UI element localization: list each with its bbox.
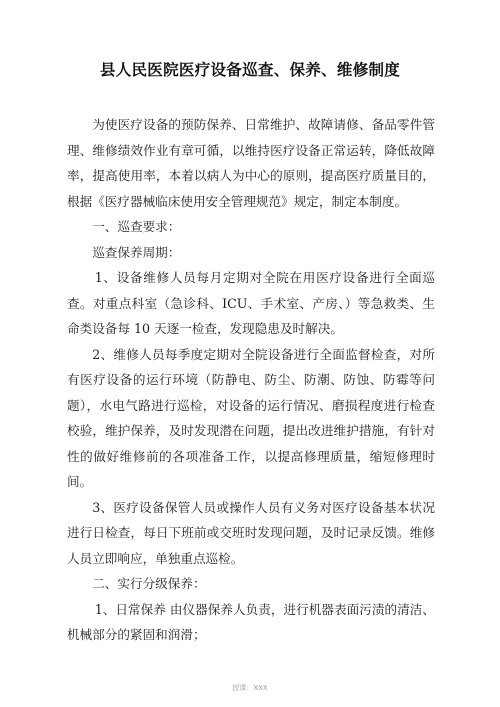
section-heading-maintenance-levels: 二、实行分级保养： xyxy=(92,576,206,591)
maintenance-item-1: 1、日常保养 由仪器保养人负责，进行机器表面污渍的清洁、机械部分的紧固和润滑； xyxy=(67,601,435,642)
inspection-item-2: 2、维修人员每季度定期对全院设备进行全面监督检查，对所有医疗设备的运行环境（防静电、防尘、防潮、防蚀、防霉等问题），水电气路进行巡检，对设备的运行情况、磨损程度进行检查校验，维护保养，及时发现潜在问题，提出改进维护措施，有针对性的做好维修前的各项准备工作，以提高修理质量，缩短修理时间。 xyxy=(67,346,435,489)
section-heading-inspection: 一、巡查要求： xyxy=(92,219,181,234)
inspection-item-1: 1、设备维修人员每月定期对全院在用医疗设备进行全面巡查。对重点科室（急诊科、ICU、手术室、产房、）等急救类、生命类设备每 10 天逐一检查，发现隐患及时解决。 xyxy=(67,270,435,336)
inspection-item-3: 3、医疗设备保管人员或操作人员有义务对医疗设备基本状况进行日检查，每日下班前或交班时发现问题，及时记录反馈。维修人员立即响应，单独重点巡检。 xyxy=(67,499,435,566)
intro-paragraph: 为使医疗设备的预防保养、日常维护、故障请修、备品零件管理、维修绩效作业有章可循，以维持医疗设备正常运转，降低故障率，提高使用率，本着以病人为中心的原则，提高医疗质量目的，根据《医疗器械临床使用安全管理规范》规定，制定本制度。 xyxy=(67,117,435,209)
document-body xyxy=(67,112,435,648)
subheading-inspection-cycle: 巡查保养周期： xyxy=(92,244,181,260)
document-title: 县人民医院医疗设备巡查、保养、维修制度 xyxy=(99,61,401,79)
page-footer: 授课：XXX xyxy=(232,684,268,692)
